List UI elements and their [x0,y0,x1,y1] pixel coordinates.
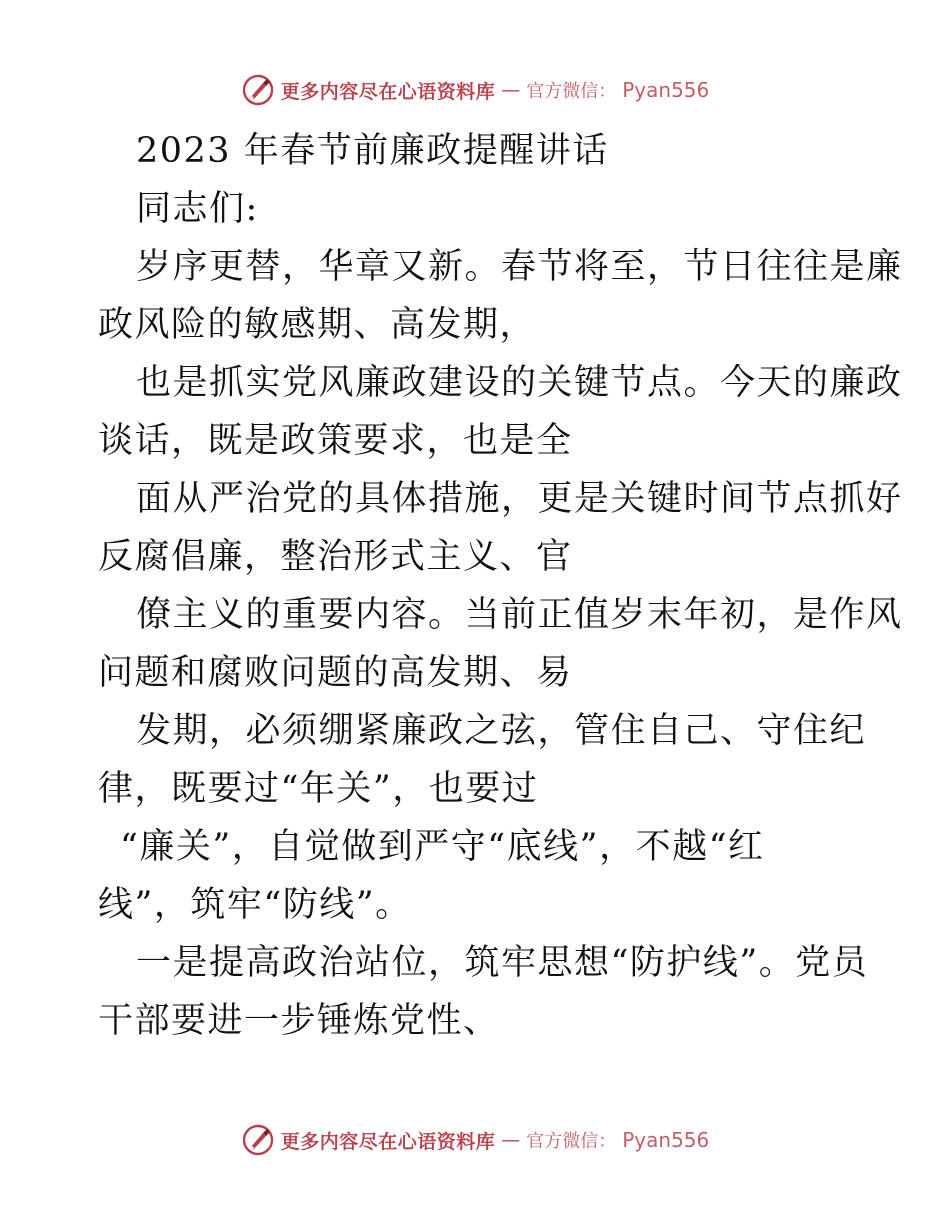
paragraph-line: “廉关”，自觉做到严守“底线”，不越“红 [120,827,765,867]
watermark-wechat-label: 官方微信： [526,81,617,102]
paragraph-line: 政风险的敏感期、高发期， [98,305,537,345]
paragraph-line: 问题和腐败问题的高发期、易 [98,653,573,693]
paragraph-line: 一是提高政治站位，筑牢思想“防护线”。党员 [136,943,869,983]
header-watermark [0,70,950,110]
watermark-separator: — [501,1129,521,1151]
paragraph-line: 线”，筑牢“防线”。 [98,885,412,925]
salutation: 同志们: [136,189,259,229]
paragraph-line: 反腐倡廉，整治形式主义、官 [98,537,573,577]
pen-logo-icon [241,73,275,107]
paragraph-line: 干部要进一步锤炼党性、 [98,1001,500,1041]
watermark-wechat-id: Pyan556 [622,78,710,102]
paragraph-line: 谈话，既是政策要求，也是全 [98,421,573,461]
document-title: 2023 年春节前廉政提醒讲话 [136,131,609,171]
paragraph-line: 面从严治党的具体措施，更是关键时间节点抓好 [136,479,903,519]
document-body [98,122,903,1050]
watermark-main-text: 更多内容尽在心语资料库 [280,80,496,103]
watermark-wechat-id: Pyan556 [622,1128,710,1152]
paragraph-line: 发期，必须绷紧廉政之弦，管住自己、守住纪 [136,711,867,751]
paragraph-line: 僚主义的重要内容。当前正值岁末年初，是作风 [136,595,903,635]
paragraph-line: 也是抓实党风廉政建设的关键节点。今天的廉政 [136,363,903,403]
footer-watermark [0,1120,950,1160]
pen-logo-icon [241,1123,275,1157]
watermark-separator: — [501,79,521,101]
watermark-wechat-label: 官方微信： [526,1131,617,1152]
watermark-main-text: 更多内容尽在心语资料库 [280,1130,496,1153]
paragraph-line: 律，既要过“年关”，也要过 [98,769,539,809]
paragraph-line: 岁序更替，华章又新。春节将至，节日往往是廉 [136,247,903,287]
